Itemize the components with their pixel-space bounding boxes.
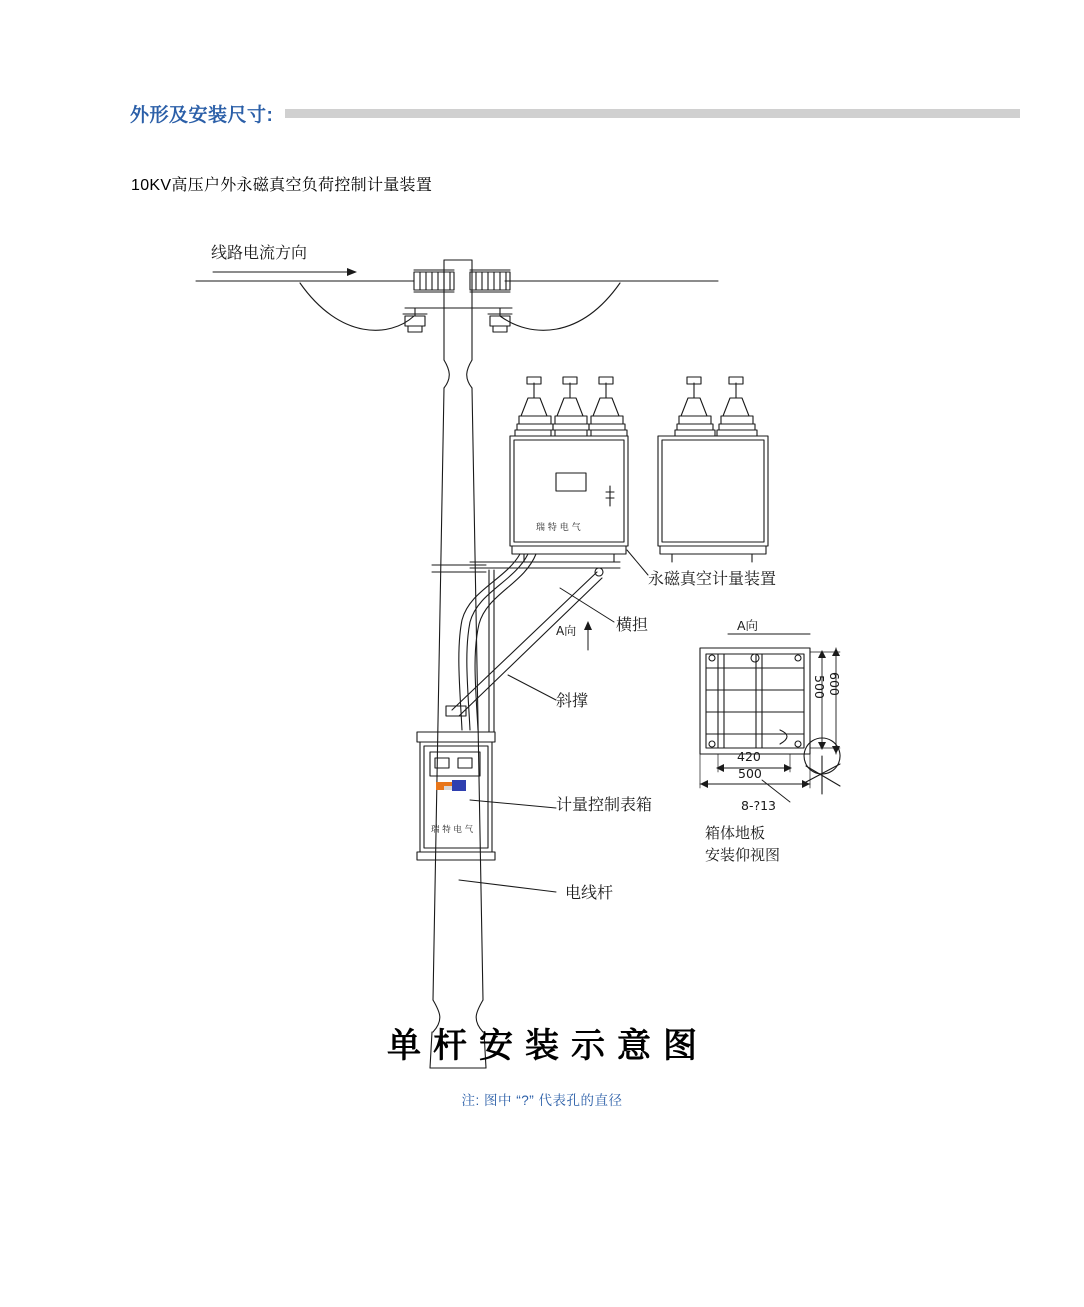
installation-drawing [0,220,1084,1120]
section-title: 外形及安装尺寸: [130,104,274,126]
insulator-right [470,270,510,292]
dim-500-vertical: 500 [812,675,827,699]
main-caption: 单杆安装示意图 [387,1026,709,1066]
diagram-note: 注: 图中 “?” 代表孔的直径 [461,1093,623,1108]
dim-500-horizontal: 500 [738,766,762,781]
dim-600-vertical: 600 [827,672,842,696]
label-holes: 8-?13 [741,798,777,813]
label-cross-arm: 横担 [616,617,649,634]
label-brace: 斜撑 [556,693,589,710]
device-brand-text: 瑞 特 电 气 [536,523,581,533]
overhead-line-group [196,270,718,332]
pin-insulator-left [403,308,427,332]
bushings-front [515,377,627,436]
label-current-direction: 线路电流方向 [211,245,308,262]
dim-420-horizontal: 420 [737,749,761,764]
section-header [130,100,1020,126]
detail-caption-line1: 箱体地板 [705,825,766,842]
label-device-name: 永磁真空计量装置 [648,571,777,588]
detail-caption-line2: 安装仰视图 [705,847,781,864]
label-pole: 电线杆 [565,885,614,902]
bushings-side [675,377,757,436]
detail-view-a [700,634,840,802]
insulator-left [414,270,454,292]
meter-control-box [417,732,495,860]
label-meter-box: 计量控制表箱 [556,797,653,814]
utility-pole [430,260,486,1068]
label-view-a-detail: A向 [737,618,759,633]
support-structure [446,554,620,732]
product-title: 10KV高压户外永磁真空负荷控制计量装置 [131,177,433,194]
vacuum-metering-device-front [510,377,628,562]
box-brand-text: 瑞 特 电 气 [431,825,474,835]
pin-insulator-right [488,308,512,332]
vacuum-metering-device-side [658,377,768,562]
label-view-a-main: A向 [556,624,577,638]
header-rule [285,109,1020,118]
